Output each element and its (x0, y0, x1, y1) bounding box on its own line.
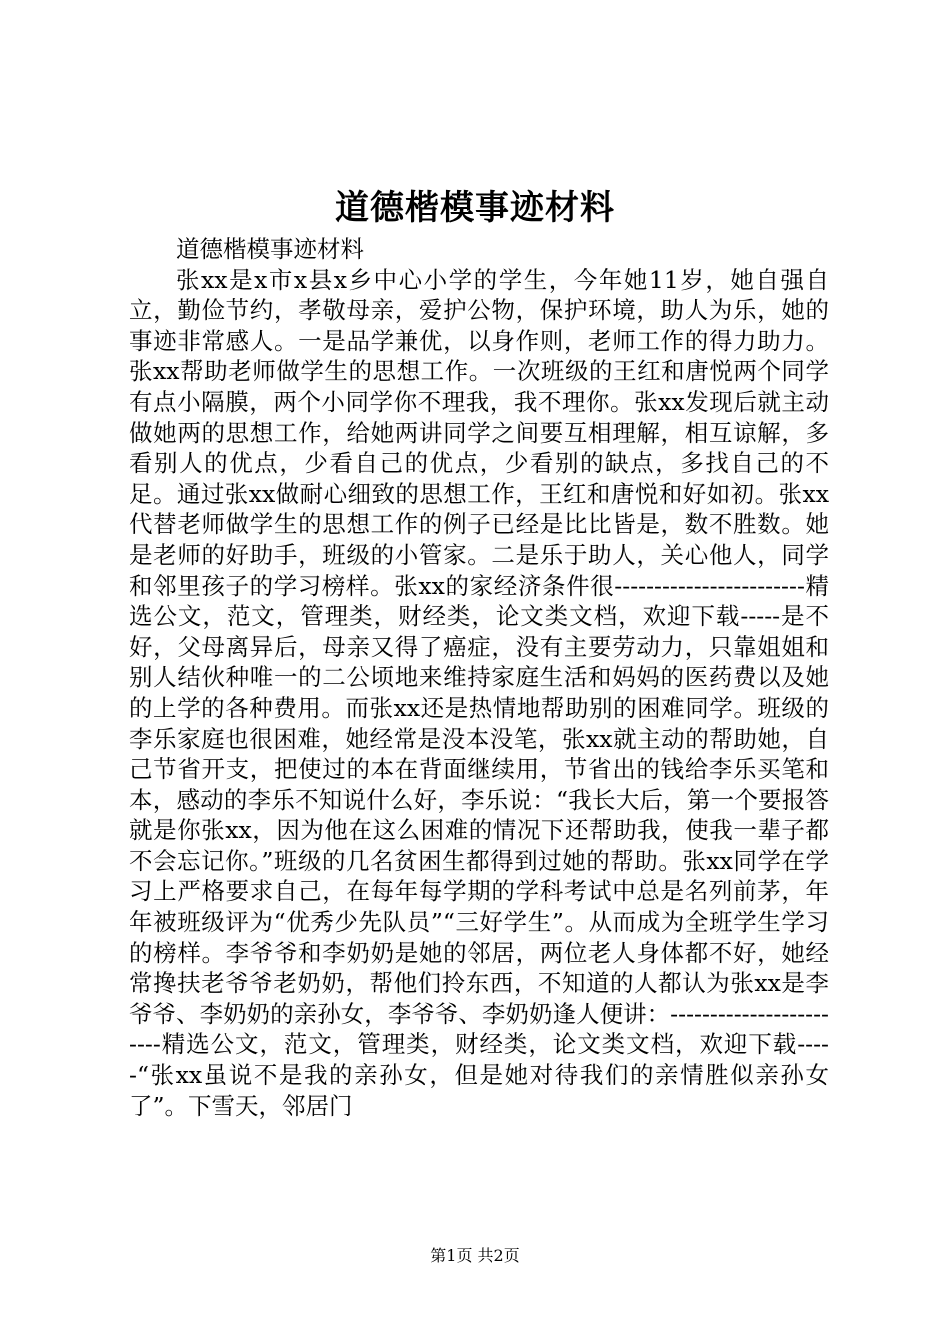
page-number: 第1页 共2页 (430, 1246, 520, 1265)
document-title: 道德楷模事迹材料 (335, 188, 615, 228)
document-body (129, 234, 829, 1121)
document-subtitle: 道德楷模事迹材料 (176, 235, 364, 263)
body-paragraph: 张xx是x市x县x乡中心小学的学生，今年她11岁，她自强自立，勤俭节约，孝敬母亲，爱护公物，保护环境，助人为乐，她的事迹非常感人。一是品学兼优，以身作则，老师工作的得力助力。张xx帮助老师做学生的思想工作。一次班级的王红和唐悦两个同学有点小隔膜，两个小同学你不理我，我不理你。张xx发现后就主动做她两的思想工作，给她两讲同学之间要互相理解，相互谅解，多看别人的优点，少看自己的优点，少看别的缺点，多找自己的不足。通过张xx做耐心细致的思想工作，王红和唐悦和好如初。张xx代替老师做学生的思想工作的例子已经是比比皆是，数不胜数。她是老师的好助手，班级的小管家。二是乐于助人，关心他人，同学和邻里孩子的学习榜样。张xx的家经济条件很------------------------精选公文，范文，管理类，财经类，论文类文档，欢迎下载-----是不好，父母离异后，母亲又得了癌症，没有主要劳动力，只靠姐姐和别人结伙种唯一的二公顷地来维持家庭生活和妈妈的医药费以及她的上学的各种费用。而张xx还是热情地帮助别的困难同学。班级的李乐家庭也很困难，她经常是没本没笔，张xx就主动的帮助她，自己节省开支，把使过的本在背面继续用，节省出的钱给李乐买笔和本，感动的李乐不知说什么好，李乐说：“我长大后，第一个要报答就是你张xx，因为他在这么困难的情况下还帮助我，使我一辈子都不会忘记你。”班级的几名贫困生都得到过她的帮助。张xx同学在学习上严格要求自己，在每年每学期的学科考试中总是名列前茅，年年被班级评为“优秀少先队员”“三好学生”。从而成为全班学生学习的榜样。李爷爷和李奶奶是她的邻居，两位老人身体都不好，她经常搀扶老爷爷老奶奶，帮他们拎东西，不知道的人都认为张xx是李爷爷、李奶奶的亲孙女，李爷爷、李奶奶逢人便讲：------------------------精选公文，范文，管理类，财经类，论文类文档，欢迎下载-----“张xx虽说不是我的亲孙女，但是她对待我们的亲情胜似亲孙女了”。下雪天，邻居门 (129, 265, 829, 1120)
